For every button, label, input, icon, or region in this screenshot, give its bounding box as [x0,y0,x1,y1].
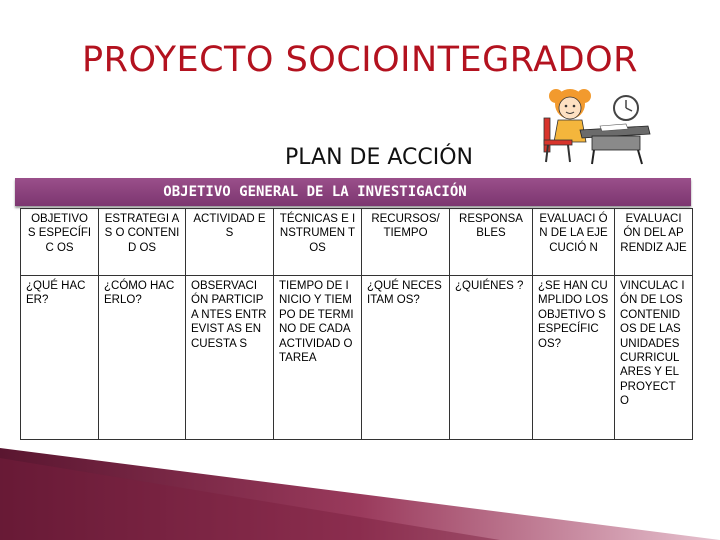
table-header-row [21,209,693,276]
action-plan-table [20,208,693,440]
table-cell: OBSERVACI ÓN PARTICIPA NTES ENTREVIST AS ENCUESTA S [186,276,274,440]
header-cell: EVALUACI ÓN DEL APRENDIZ AJE [615,209,693,276]
decorative-wedge [0,448,720,540]
header-cell: OBJETIVO S ESPECÍFIC OS [21,209,99,276]
student-at-desk-clipart [530,78,655,166]
header-cell: ESTRATEGI AS O CONTENID OS [99,209,186,276]
header-cell: EVALUACI ÓN DE LA EJECUCIÓ N [533,209,615,276]
banner-label: OBJETIVO GENERAL DE LA INVESTIGACIÓN [163,184,467,200]
table-cell: ¿QUÉ HACER? [21,276,99,440]
table-cell: ¿SE HAN CUMPLIDO LOS OBJETIVO S ESPECÍFIC OS? [533,276,615,440]
header-cell: RECURSOS/ TIEMPO [362,209,450,276]
page-title: PROYECTO SOCIOINTEGRADOR [82,40,638,80]
header-cell: ACTIVIDAD ES [186,209,274,276]
table-cell: TIEMPO DE INICIO Y TIEMPO DE TERMINO DE CADA ACTIVIDAD O TAREA [274,276,362,440]
subtitle: PLAN DE ACCIÓN [285,145,474,170]
table-cell: ¿QUÉ NECESITAM OS? [362,276,450,440]
header-cell: RESPONSA BLES [450,209,533,276]
objective-banner [15,178,691,206]
header-cell: TÉCNICAS E INSTRUMEN TOS [274,209,362,276]
table-row [21,276,693,440]
table-cell: VINCULAC IÓN DE LOS CONTENID OS DE LAS UNIDADES CURRICUL ARES Y EL PROYECT O [615,276,693,440]
table-cell: ¿QUIÉNES ? [450,276,533,440]
table-cell: ¿CÓMO HACERLO? [99,276,186,440]
